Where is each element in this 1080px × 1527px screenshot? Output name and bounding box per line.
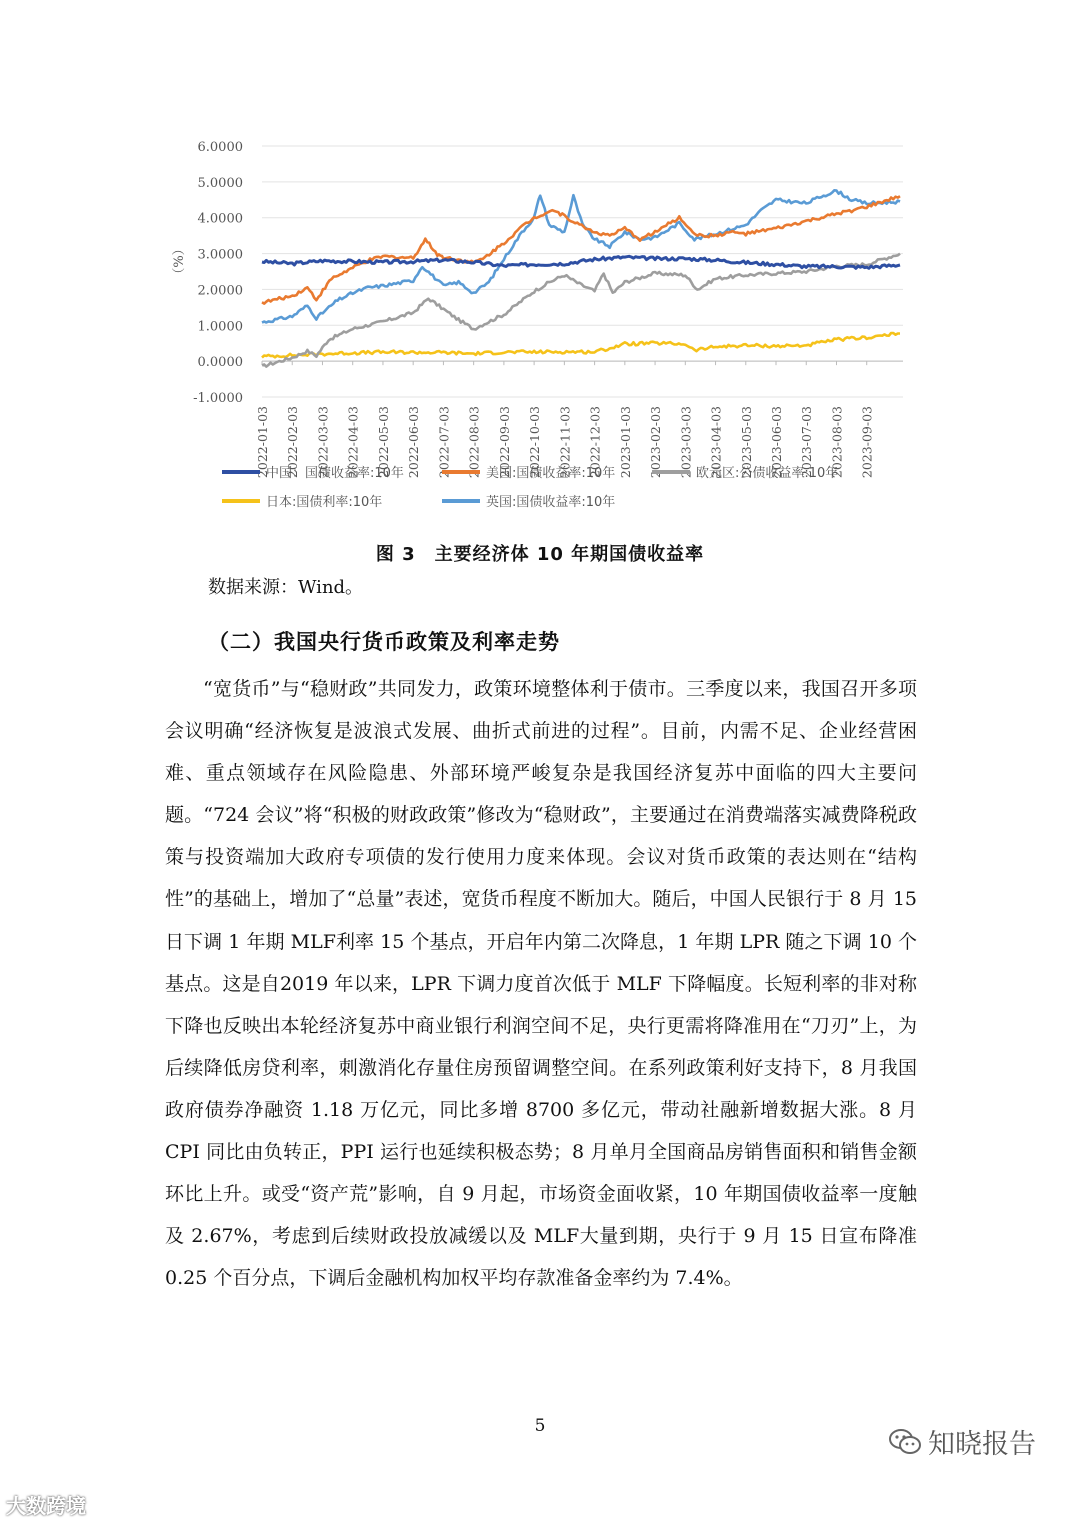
x-tick-label: 2023-05-03	[738, 406, 754, 479]
legend-label-0: 中国：国债收益率:10年	[266, 466, 404, 481]
chart-series	[262, 190, 900, 366]
chart-axes	[172, 140, 903, 478]
watermark-left-text: 大数跨境	[6, 1494, 86, 1518]
y-tick-label: 2.0000	[197, 283, 243, 299]
x-tick-label: 2023-09-03	[859, 406, 875, 479]
y-tick-label: 4.0000	[197, 211, 243, 227]
yield-chart	[0, 0, 1080, 530]
y-axis-label: （%）	[172, 242, 187, 281]
y-tick-label: 6.0000	[197, 140, 243, 155]
x-tick-label: 2022-11-03	[557, 406, 573, 479]
y-tick-label: -1.0000	[193, 391, 243, 406]
x-tick-label: 2023-07-03	[799, 406, 815, 479]
series-line-0	[262, 256, 900, 268]
legend-label-2: 欧元区:公债收益率:10年	[696, 466, 839, 481]
x-tick-label: 2022-03-03	[315, 406, 331, 479]
figure-caption: 图 3 主要经济体 10 年期国债收益率	[375, 544, 705, 565]
x-tick-label: 2023-02-03	[648, 406, 664, 479]
wechat-icon	[888, 1427, 922, 1457]
y-tick-label: 5.0000	[197, 175, 243, 191]
x-tick-label: 2023-08-03	[829, 406, 845, 479]
legend-label-1: 美国:国债收益率:10年	[486, 466, 616, 481]
y-tick-label: 1.0000	[197, 319, 243, 335]
x-tick-label: 2022-06-03	[406, 406, 422, 479]
series-line-4	[262, 190, 900, 322]
watermark-left	[6, 1490, 86, 1519]
section-heading: （二）我国央行货币政策及利率走势	[208, 629, 560, 654]
chart-legend	[222, 465, 838, 510]
data-source-note: 数据来源：Wind。	[208, 577, 364, 598]
x-tick-label: 2022-05-03	[375, 406, 391, 479]
x-tick-label: 2022-12-03	[587, 406, 603, 479]
x-tick-label: 2022-09-03	[496, 406, 512, 479]
legend-label-3: 日本:国债利率:10年	[266, 495, 383, 510]
x-tick-label: 2023-04-03	[708, 406, 724, 479]
x-tick-label: 2022-07-03	[436, 406, 452, 479]
series-line-1	[262, 196, 900, 303]
x-tick-label: 2022-02-03	[285, 406, 301, 479]
body-paragraph: “宽货币”与“稳财政”共同发力，政策环境整体利于债市。三季度以来，我国召开多项会议明确“经济恢复是波浪式发展、曲折式前进的过程”。目前，内需不足、企业经营困难、重点领域存在风险隐患、外部环境严峻复杂是我国经济复苏中面临的四大主要问题。“724 会议”将“积极的财政政策”修改为“稳财政”，主要通过在消费端落实减费降税政策与投资端加大政府专项债的发行使用力度来体现。会议对货币政策的表达则在“结构性”的基础上，增加了“总量”表述，宽货币程度不断加大。随后，中国人民银行于 8 月 15 日下调 1 年期 MLF利率 15 个基点，开启年内第二次降息，1 年期 LPR 随之下调 10 个基点。这是自2019 年以来，LPR 下调力度首次低于 MLF 下降幅度。长短利率的非对称下降也反映出本轮经济复苏中商业银行利润空间不足，央行更需将降准用在“刀刃”上，为后续降低房贷利率，刺激消化存量住房预留调整空间。在系列政策利好支持下，8 月我国政府债券净融资 1.18 万亿元，同比多增 8700 多亿元，带动社融新增数据大涨。8 月 CPI 同比由负转正，PPI 运行也延续积极态势；8 月单月全国商品房销售面积和销售金额环比上升。或受“资产荒”影响，自 9 月起，市场资金面收紧，10 年期国债收益率一度触及 2.67%，考虑到后续财政投放减缓以及 MLF大量到期，央行于 9 月 15 日宣布降准 0.25 个百分点，下调后金融机构加权平均存款准备金率约为 7.4%。	[165, 678, 917, 1290]
x-tick-label: 2022-04-03	[345, 406, 361, 479]
x-tick-label: 2022-10-03	[527, 406, 543, 479]
watermark-right	[888, 1422, 1036, 1461]
x-tick-label: 2023-01-03	[617, 406, 633, 479]
y-tick-label: 3.0000	[197, 247, 243, 263]
x-tick-label: 2022-08-03	[466, 406, 482, 479]
x-tick-label: 2022-01-03	[255, 406, 270, 479]
page-number: 5	[534, 1416, 546, 1436]
y-tick-label: 0.0000	[197, 355, 243, 371]
x-tick-label: 2023-06-03	[769, 406, 785, 479]
series-line-3	[262, 333, 900, 358]
x-tick-label: 2023-03-03	[678, 406, 694, 479]
legend-label-4: 英国:国债收益率:10年	[486, 495, 616, 510]
watermark-right-text: 知晓报告	[928, 1429, 1036, 1460]
